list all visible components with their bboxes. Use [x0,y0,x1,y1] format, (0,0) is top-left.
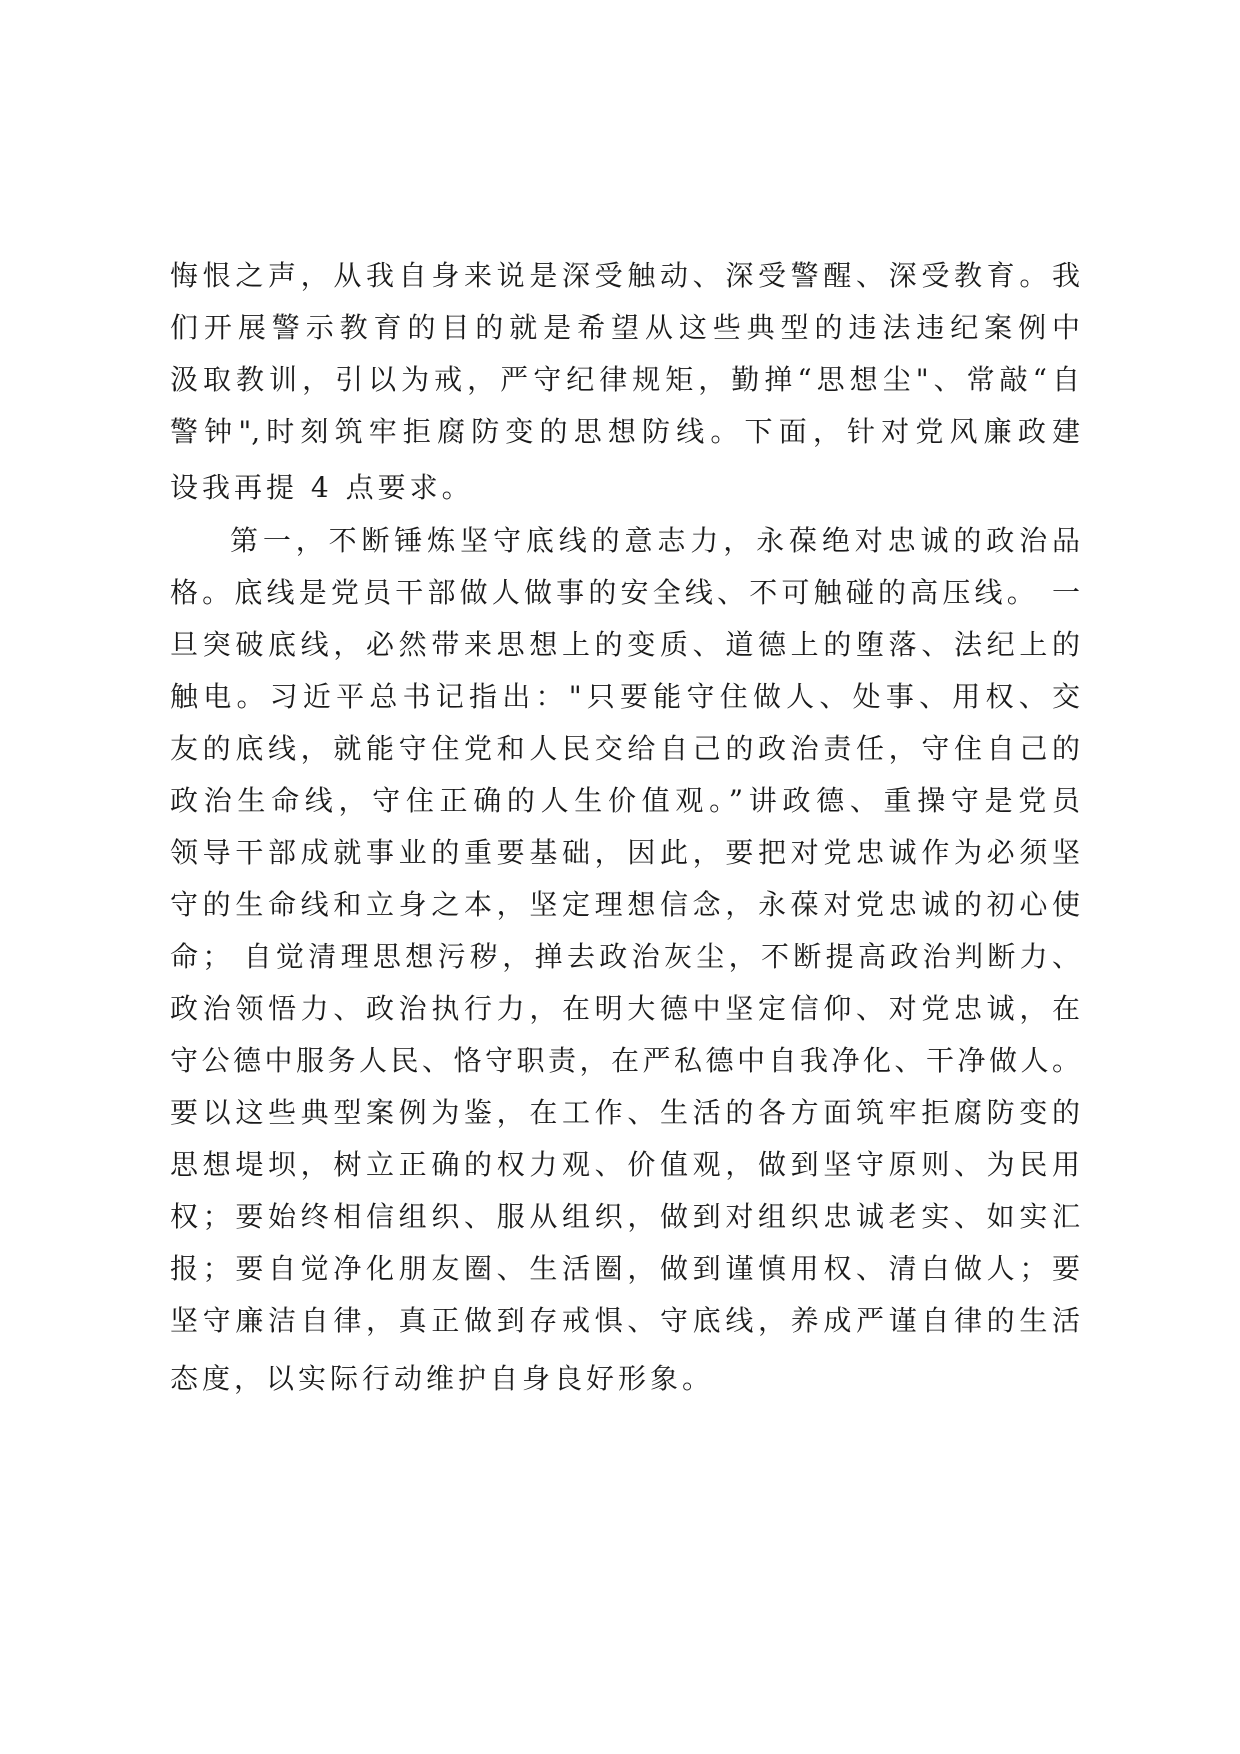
text-line [170,827,1080,879]
line-text: 思想堤坝，树立正确的权力观、价值观，做到坚守原则、为民用 [170,1148,1080,1181]
text-line [170,567,1080,619]
line-text: 守公德中服务人民、恪守职责，在严私德中自我净化、干净做人。 [170,1044,1080,1077]
text-line [170,1087,1080,1139]
paragraph-first-line [230,515,1080,567]
line-text: 旦突破底线，必然带来思想上的变质、道德上的堕落、法纪上的 [170,628,1080,661]
line-text: 设我再提 4 点要求。 [170,471,474,504]
line-text: 态度，以实际行动维护自身良好形象。 [170,1362,715,1395]
line-text: 要以这些典型案例为鉴，在工作、生活的各方面筑牢拒腐防变的 [170,1096,1080,1129]
text-line [170,462,1080,514]
line-text: 格。底线是党员干部做人做事的安全线、不可触碰的高压线。 一 [170,576,1080,609]
line-text: 报；要自觉净化朋友圈、生活圈，做到谨慎用权、清白做人；要 [170,1252,1080,1285]
text-line [170,1243,1080,1295]
line-text: 汲取教训，引以为戒，严守纪律规矩，勤掸“思想尘"、常敲“自 [170,363,1080,396]
text-line [170,1035,1080,1087]
text-line [170,406,1080,458]
line-text: 守的生命线和立身之本，坚定理想信念，永葆对党忠诚的初心使 [170,888,1080,921]
line-text: 政治生命线，守住正确的人生价值观。”讲政德、重操守是党员 [170,784,1080,817]
text-line [170,619,1080,671]
line-text: 们开展警示教育的目的就是希望从这些典型的违法违纪案例中 [170,311,1080,344]
line-text: 触电。习近平总书记指出："只要能守住做人、处事、用权、交 [170,680,1080,713]
text-line [170,931,1080,983]
text-line [170,1191,1080,1243]
text-line [170,302,1080,354]
line-text: 悔恨之声，从我自身来说是深受触动、深受警醒、深受教育。我 [170,259,1080,292]
line-text: 政治领悟力、政治执行力，在明大德中坚定信仰、对党忠诚，在 [170,992,1080,1025]
line-text: 权；要始终相信组织、服从组织，做到对组织忠诚老实、如实汇 [170,1200,1080,1233]
line-text: 第一，不断锤炼坚守底线的意志力，永葆绝对忠诚的政治品 [230,524,1080,557]
text-line [170,671,1080,723]
text-line [170,723,1080,775]
text-line [170,1353,1080,1405]
text-line [170,775,1080,827]
line-text: 坚守廉洁自律，真正做到存戒惧、守底线，养成严谨自律的生活 [170,1304,1080,1337]
text-line [170,1295,1080,1347]
text-line [170,879,1080,931]
line-text: 命； 自觉清理思想污秽，掸去政治灰尘，不断提高政治判断力、 [170,940,1080,973]
line-text: 警钟",时刻筑牢拒腐防变的思想防线。下面，针对党风廉政建 [170,415,1080,448]
text-line [170,1139,1080,1191]
text-line [170,983,1080,1035]
text-line [170,354,1080,406]
line-text: 领导干部成就事业的重要基础，因此，要把对党忠诚作为必须坚 [170,836,1080,869]
text-line [170,250,1080,302]
line-text: 友的底线，就能守住党和人民交给自己的政治责任，守住自己的 [170,732,1080,765]
